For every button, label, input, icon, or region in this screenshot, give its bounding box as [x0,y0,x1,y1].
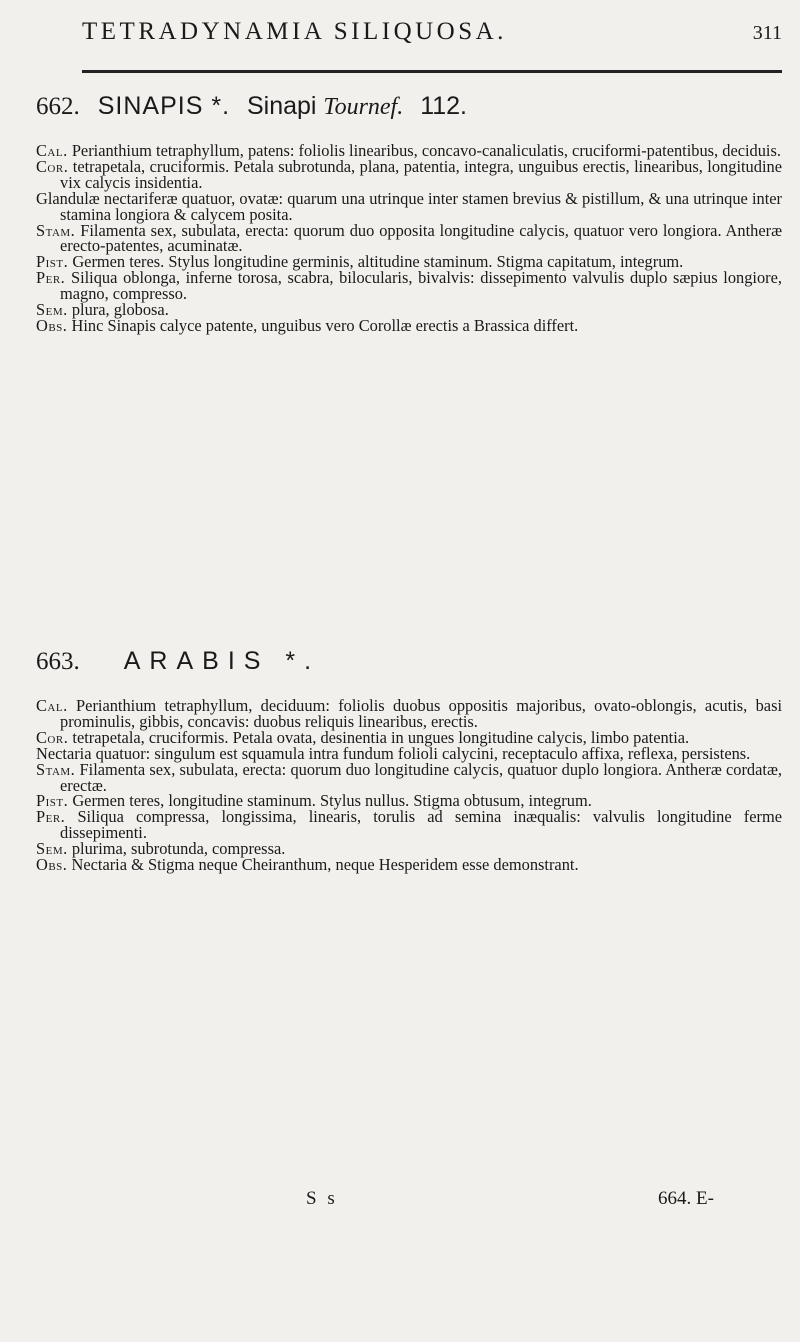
common-name: Sinapi [246,92,317,120]
paragraph-label: Per. [36,268,66,288]
paragraph-text: Germen teres. Stylus longitudine germinis, altitudine staminum. Stigma capitatum, integrum. [72,252,684,272]
paragraph-text: Nectaria & Stigma neque Cheiranthum, neque Hesperidem esse demonstrant. [71,855,579,875]
paragraph-label: Obs. [36,855,68,875]
paragraph-text: Glandulæ nectariferæ quatuor, ovatæ: quarum una utrinque inter stamen brevius & pistillum, & una utrinque inter stamina longiora & calycem posita. [36,188,782,224]
paragraph-label: Cal. [36,696,68,715]
entry-number: 663. [36,648,80,675]
paragraph-text: Perianthium tetraphyllum, deciduum: foliolis duobus oppositis majoribus, ovato-oblongis, acutis, basi prominulis, gibbis, concavis: duobus reliquis linearibus, erectis. [60,696,782,731]
paragraph-label: Pist. [36,791,69,811]
reference-number: 112. [420,92,467,120]
description-paragraph [36,759,782,795]
paragraph-label: Stam. [36,220,76,240]
paragraph-label: Cal. [36,141,68,160]
header-rule [82,70,782,73]
entry-heading [36,92,782,121]
paragraph-label: Stam. [36,759,76,779]
genus-name: ARABIS *. [123,647,321,675]
description-paragraph [36,315,782,335]
paragraph-label: Cor. [36,156,69,176]
paragraph-text: tetrapetala, cruciformis. Petala ovata, desinentia in ungues longitudine calycis, limbo patentia. [72,727,690,747]
page-footer [36,1188,782,1218]
paragraph-text: Nectaria quatuor: singulum est squamula intra fundum folioli calycini, receptaculo affixa, reflexa, persistens. [36,743,751,763]
page-number: 311 [752,22,782,44]
paragraph-label: Pist. [36,252,69,272]
paragraph-text: Perianthium tetraphyllum, patens: foliolis linearibus, concavo-canaliculatis, cruciformi-patentibus, deciduis. [71,141,781,160]
genus-entry-sinapis [36,92,782,334]
genus-name: SINAPIS *. [97,92,231,120]
paragraph-text: Hinc Sinapis calyce patente, unguibus vero Corollæ erectis a Brassica differt. [71,315,579,335]
reference-author: Tournef. [323,94,404,120]
description-paragraph [36,270,782,302]
paragraph-text: Filamenta sex, subulata, erecta: quorum duo opposita longitudine calycis, quatuor vero longiora. Antheræ erecto-patentes, acuminatæ. [60,220,783,256]
signature-mark: S s [306,1188,338,1209]
description-paragraph [36,857,782,873]
paragraph-label: Per. [36,807,66,827]
description-paragraph [36,188,782,224]
paragraph-label: Sem. [36,300,68,320]
paragraph-text: Siliqua compressa, longissima, linearis, torulis ad semina inæqualis: valvulis longitudine ferme dissepimenti. [60,807,782,843]
paragraph-text: tetrapetala, cruciformis. Petala subrotunda, plana, patentia, integra, unguibus erectis, linearibus, longitudine vix calycis insidentia. [60,156,782,192]
paragraph-label: Cor. [36,727,69,747]
description-paragraph [36,220,783,256]
genus-entry-arabis [36,647,782,873]
description-paragraph [36,698,782,730]
entry-number: 662. [36,93,80,120]
page-header [82,18,782,58]
paragraph-label: Sem. [36,839,68,859]
description-paragraph [36,156,782,192]
paragraph-label: Obs. [36,315,68,335]
paragraph-text: plura, globosa. [71,300,169,320]
paragraph-text: Filamenta sex, subulata, erecta: quorum duo longitudine calycis, quatuor duplo longiora. Antheræ cordatæ, erectæ. [60,759,782,795]
description-paragraph [36,809,782,841]
entry-heading [36,647,782,676]
running-title: TETRADYNAMIA SILIQUOSA. [82,18,507,45]
catchword: 664. E- [658,1188,714,1209]
paragraph-text: Germen teres, longitudine staminum. Stylus nullus. Stigma obtusum, integrum. [72,791,592,811]
paragraph-text: plurima, subrotunda, compressa. [71,839,286,859]
paragraph-text: Siliqua oblonga, inferne torosa, scabra, bilocularis, bivalvis: dissepimento valvulis duplo sæpius longiore, magno, compresso. [60,268,782,304]
